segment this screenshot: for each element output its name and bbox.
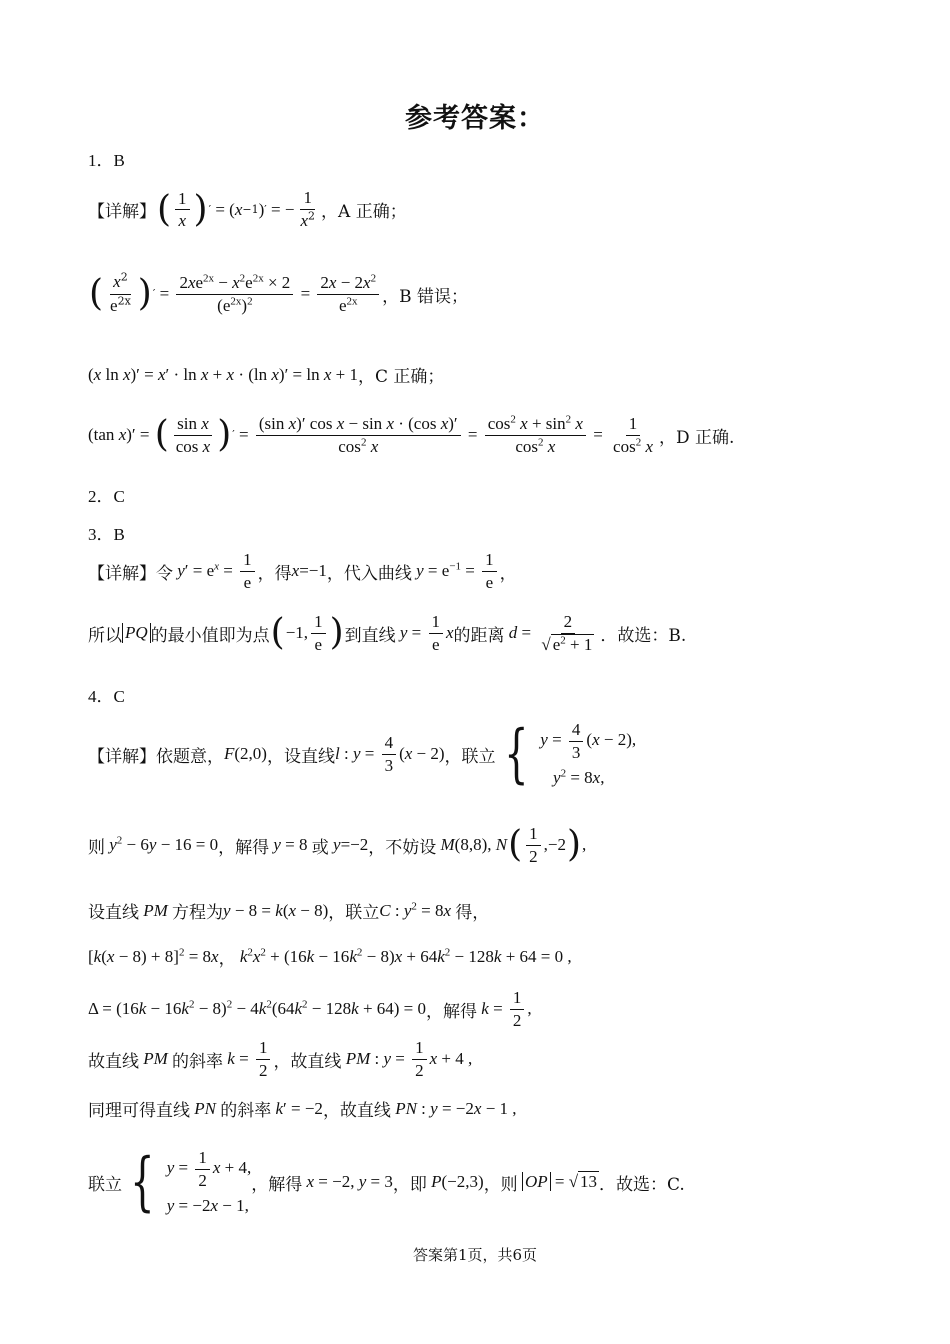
q1-a-text: ，A 正确；: [321, 202, 407, 223]
q4-l7-c: ，故直线: [322, 1101, 391, 1121]
q4-l8-a: 联立: [88, 1174, 122, 1195]
q3-l2-a: 所以: [88, 625, 122, 646]
q4-l6-b: 的斜率: [172, 1051, 224, 1072]
q4-l1-b: ，设直线: [266, 746, 335, 767]
q3-tag: 【详解】: [88, 563, 156, 584]
q4-l4-a: ，: [218, 949, 236, 969]
q4-l7-b: 的斜率: [220, 1101, 272, 1121]
q4-line-5: $\Delta = (16k - 16k^2 - 8)^2 - 4k^2(64k^2 - 128k + 64) = 0$ ，解得 k = $\frac{1}{2}$ ,: [88, 988, 532, 1030]
q4-l6-c: ，故直线: [273, 1051, 342, 1072]
q4-l6-a: 故直线: [88, 1051, 139, 1072]
q1-answer: 1．B: [88, 151, 125, 170]
q4-line-6: 故直线 PM 的斜率 k = $\frac{1}{2}$ ，故直线 PM : y = $\frac{1}{2}$ x + 4 ,: [88, 1038, 473, 1080]
q4-l5-a: ，解得: [426, 1001, 478, 1022]
q4-line-7: 同理可得直线 PN 的斜率 k′ = −2 ，故直线 PN : y = −2x − 1 ,: [88, 1096, 517, 1121]
q1-line-a: 【详解】 ( $\frac{1}{x}$ ) ′ = ( x −1 ) ′ = − $\frac{1}{x^2}$ ，A 正确；: [88, 188, 407, 231]
q4-l7-a: 同理可得直线: [88, 1101, 190, 1121]
q3-l2-c: 到直线: [344, 625, 396, 646]
q1-c-text: ，C 正确；: [358, 367, 445, 387]
q4-line-4: $[k(x - 8) + 8]^2 = 8x$ ， $k^2x^2 + (16k - 16k^2 - 8)x + 64k^2 - 128k + 64 = 0$ ,: [88, 945, 572, 969]
q4-l8-e: ．故选：C.: [599, 1174, 685, 1195]
q3-l1-a: 令: [156, 563, 173, 584]
q3-line-2: 所以 PQ 的最小值即为点 ( −1, $\frac{1}{e}$ ) 到直线 y = $\frac{1}{e}$ x 的距离 d = $\frac{2}{√ e^2 + 1}$ ．故选：B.: [88, 612, 687, 654]
q4-tag: 【详解】: [88, 746, 156, 767]
q4-l2-d: ，不妨设: [368, 837, 437, 858]
q4-l2-a: 则: [88, 837, 105, 858]
q1-line-c: (x ln x)′ = x′ · ln x + x · (ln x)′ = ln x + 1 ，C 正确；: [88, 362, 444, 387]
q3-l1-b: ，得: [257, 563, 292, 584]
q4-l3-c: ，联立: [328, 903, 380, 923]
q4-line-1: 【详解】 依题意， F(2,0) ，设直线 l : y = $\frac{4}{3}$ (x − 2) ，联立 { y = $\frac{4}{3}$ (x − 2), $y^2 = 8x$,: [88, 717, 637, 792]
q1-b-text: ，B 错误；: [382, 286, 468, 307]
q3-l2-e: ．故选：B.: [600, 625, 687, 646]
q4-answer: 4．C: [88, 687, 125, 706]
q4-l2-c: 或: [311, 837, 329, 858]
q3-answer: 3．B: [88, 525, 125, 544]
q4-l8-c: ，即: [392, 1174, 427, 1195]
q3-l1-d: ，: [499, 563, 517, 584]
q4-line-8: 联立 { y = $\frac{1}{2}$ x + 4, y = −2x − 1, ，解得 x = −2, y = 3 ，即 P(−2,3) ，则 OP = √ 13 ．故选：C.: [88, 1145, 685, 1220]
q4-l3-d: 得，: [455, 903, 490, 923]
q2-answer: 2．C: [88, 487, 125, 506]
page-title: 参考答案：: [405, 103, 545, 134]
q4-l8-d: ，则: [483, 1174, 518, 1195]
q4-l3-b: 方程为: [172, 903, 224, 923]
q4-line-2: 则 $y^2 - 6y - 16 = 0$ ，解得 y = 8 或 y=−2 ，不妨设 M(8,8), N ( $\frac{1}{2}$ ,−2 ) ,: [88, 824, 587, 866]
q3-l1-c: ，代入曲线: [326, 563, 412, 584]
page-footer: 答案第1页，共6页: [412, 1246, 538, 1264]
q1-tag: 【详解】: [88, 202, 156, 223]
q4-l2-b: ，解得: [218, 837, 270, 858]
q3-l2-d: 的距离: [453, 625, 505, 646]
q1-line-d: (tan x)′ = ( $\frac{\text{sin x}}{\text{cos x}}$ ) ′ = $\frac{\text{(sin x)′ cos x − sin x · (cos x)′}}{\cos^2 x}$ = $\frac{\cos^2 x + \sin^2 x}{\cos^2 x}$ = $\frac{1}{\cos^2 x}$ ，D 正确.: [88, 413, 735, 456]
q4-l3-a: 设直线: [88, 903, 139, 923]
q3-line-1: 【详解】 令 $y' = e^x$ = $\frac{1}{e}$ ，得 x=−1 ，代入曲线 $y = e^{-1}$ = $\frac{1}{e}$ ，: [88, 550, 517, 592]
q1-d-text: ，D 正确.: [659, 427, 735, 448]
q3-l2-b: 的最小值即为点: [150, 625, 270, 646]
q4-line-3: 设直线 PM 方程为 y − 8 = k(x − 8) ，联立 C : $y^2 = 8x$ 得，: [88, 899, 490, 923]
q4-l1-c: ，联立: [444, 746, 496, 767]
q1-line-b: ( $\frac{x^2}{e^{2x}}$ ) ′ = $\frac{2xe^{2x} - x^2e^{2x} \times 2}{(e^{2x})^2}$ = $\frac{2x - 2x^2}{e^{2x}}$ ，B 错误；: [89, 270, 468, 315]
q4-l8-b: ，解得: [251, 1174, 303, 1195]
q4-l1-a: 依题意，: [156, 746, 224, 767]
